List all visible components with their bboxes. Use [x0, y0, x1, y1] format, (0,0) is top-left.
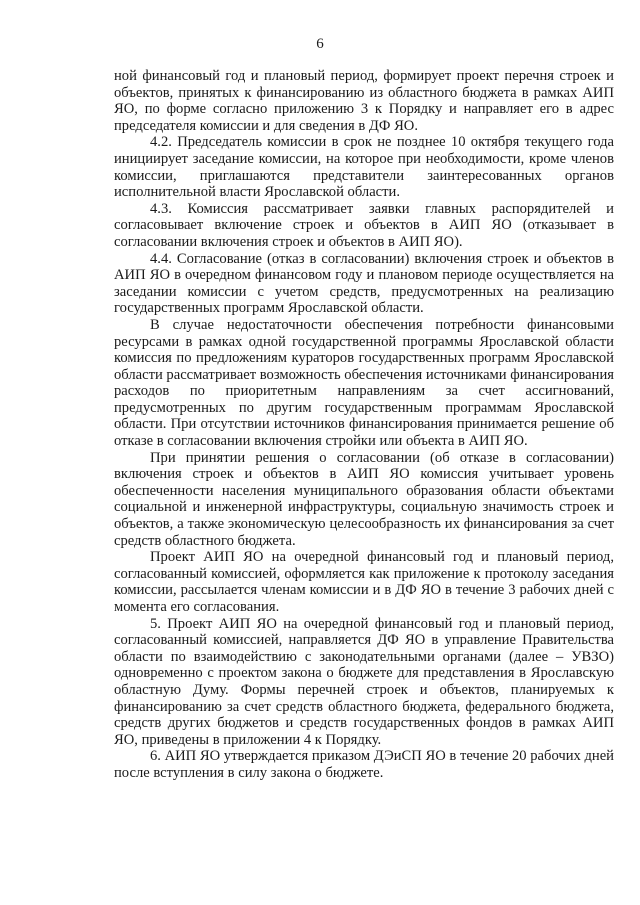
paragraph-protocol-appendix: Проект АИП ЯО на очередной финансовый год и плановый период, согласованный комиссией, оформляется как приложение к протоколу заседания комиссии, рассылается членам комиссии и в ДФ ЯО в течение 3 рабочих дней с момента его согласования. — [114, 549, 614, 615]
paragraph-4-4: 4.4. Согласование (отказ в согласовании) включения строек и объектов в АИП ЯО в очередном финансовом году и плановом периоде осуществляется на заседании комиссии с учетом средств, предусмотренных на реализацию государственных программ Ярославской области. — [114, 250, 614, 317]
paragraph-4-2: 4.2. Председатель комиссии в срок не позднее 10 октября текущего года инициирует заседание комиссии, на которое при необходимости, кроме членов комиссии, приглашаются представители заинтересованных органов исполнительной власти Ярославской области. — [114, 134, 614, 201]
paragraph-continuation: ной финансовый год и плановый период, формирует проект перечня строек и объектов, принятых к финансированию из областного бюджета в рамках АИП ЯО, по форме согласно приложению 3 к Порядку и направляет его в адрес председателя комиссии и для сведения в ДФ ЯО. — [114, 68, 614, 134]
paragraph-5: 5. Проект АИП ЯО на очередной финансовый год и плановый период, согласованный комиссией, направляется ДФ ЯО в управление Правительства области по взаимодействию с законодательными органами (далее – УВЗО) одновременно с проектом закона о бюджете для представления в Ярославскую областную Думу. Формы перечней строек и объектов, планируемых к финансированию за счет средств областного бюджета, федерального бюджета, средств других бюджетов и средств государственных фондов в рамках АИП ЯО, приведены в приложении 4 к Порядку. — [114, 615, 614, 748]
document-body — [114, 68, 614, 782]
paragraph-decision-criteria: При принятии решения о согласовании (об отказе в согласовании) включения строек и объектов в АИП ЯО комиссия учитывает уровень обеспеченности населения муниципального образования области объектами социальной и инженерной инфраструктуры, социальную значимость строек и объектов, а также экономическую целесообразность их финансирования за счет средств областного бюджета. — [114, 449, 614, 549]
paragraph-4-3: 4.3. Комиссия рассматривает заявки главных распорядителей и согласовывает включение строек и объектов в АИП ЯО (отказывает в согласовании включения строек и объектов в АИП ЯО). — [114, 200, 614, 250]
paragraph-6: 6. АИП ЯО утверждается приказом ДЭиСП ЯО в течение 20 рабочих дней после вступления в силу закона о бюджете. — [114, 748, 614, 781]
page-number: 6 — [316, 36, 324, 52]
paragraph-insufficient-funding: В случае недостаточности обеспечения потребности финансовыми ресурсами в рамках одной государственной программы Ярославской области комиссия по предложениям кураторов государственных программ Ярославской области рассматривает возможность обеспечения источниками финансирования расходов по приоритетным направлениям за счет ассигнований, предусмотренных по другим государственным программам Ярославской области. При отсутствии источников финансирования принимается решение об отказе в согласовании включения стройки или объекта в АИП ЯО. — [114, 316, 614, 450]
